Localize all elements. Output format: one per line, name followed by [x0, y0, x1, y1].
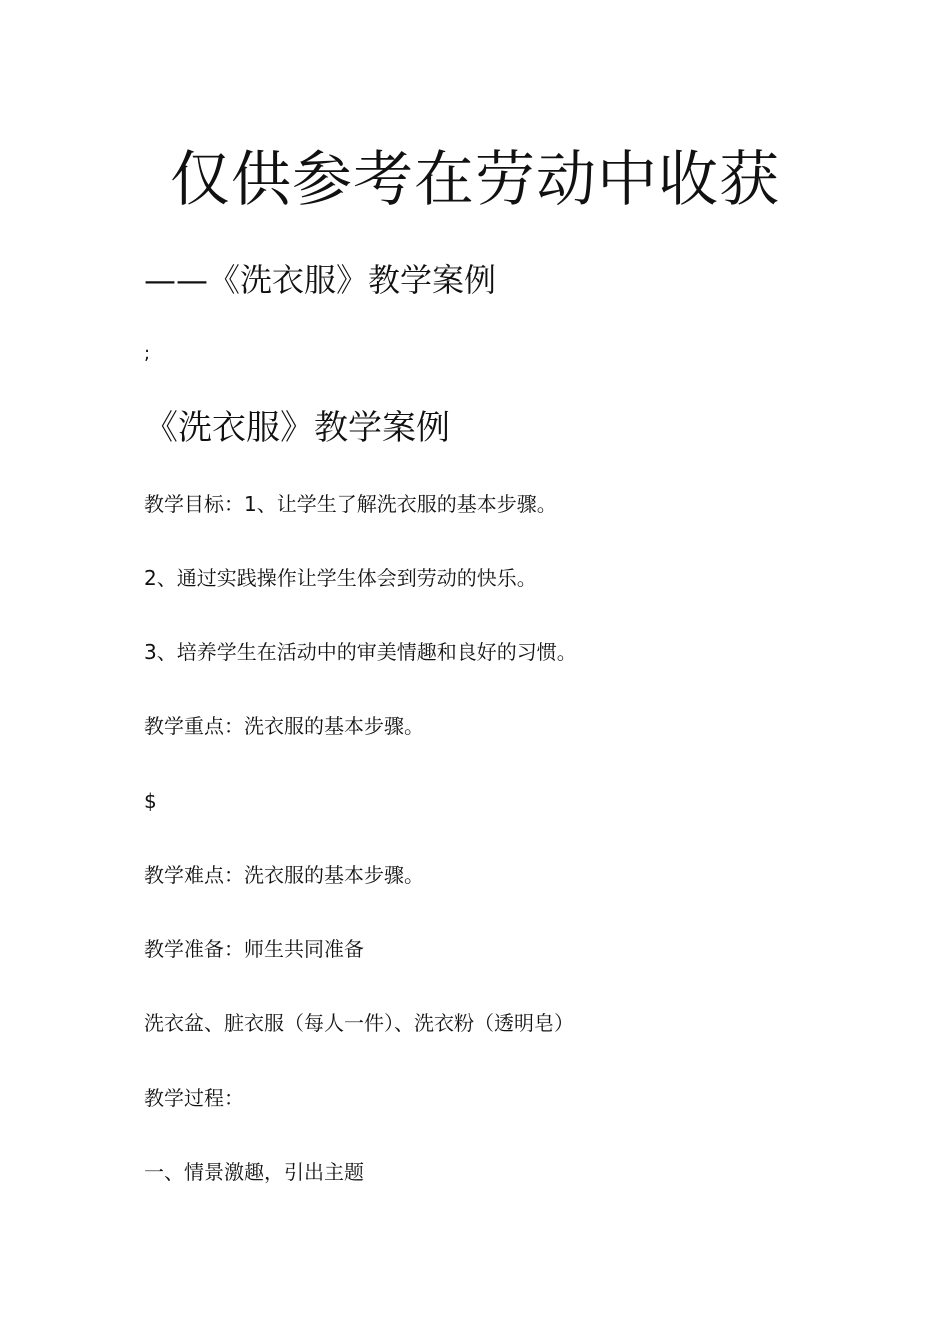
teaching-process-line: 教学过程：: [144, 1086, 244, 1110]
document-subtitle: ——《洗衣服》教学案例: [144, 261, 497, 299]
document-title: 仅供参考在劳动中收获: [170, 145, 780, 215]
step-one-line: 一、情景激趣，引出主题: [144, 1160, 364, 1184]
section-heading: 《洗衣服》教学案例: [144, 408, 450, 448]
teaching-difficulty-line: 教学难点：洗衣服的基本步骤。: [144, 863, 424, 887]
teaching-goal-line: 教学目标：1、让学生了解洗衣服的基本步骤。: [144, 492, 557, 516]
materials-line: 洗衣盆、脏衣服（每人一件）、洗衣粉（透明皂）: [144, 1011, 574, 1035]
teaching-goal-3-line: 3、培养学生在活动中的审美情趣和良好的习惯。: [144, 640, 577, 664]
teaching-goal-2-line: 2、通过实践操作让学生体会到劳动的快乐。: [144, 566, 537, 590]
stray-dollar-line: $: [144, 789, 157, 813]
stray-semicolon: ;: [144, 343, 151, 364]
teaching-preparation-line: 教学准备：师生共同准备: [144, 937, 364, 961]
teaching-focus-line: 教学重点：洗衣服的基本步骤。: [144, 714, 424, 738]
